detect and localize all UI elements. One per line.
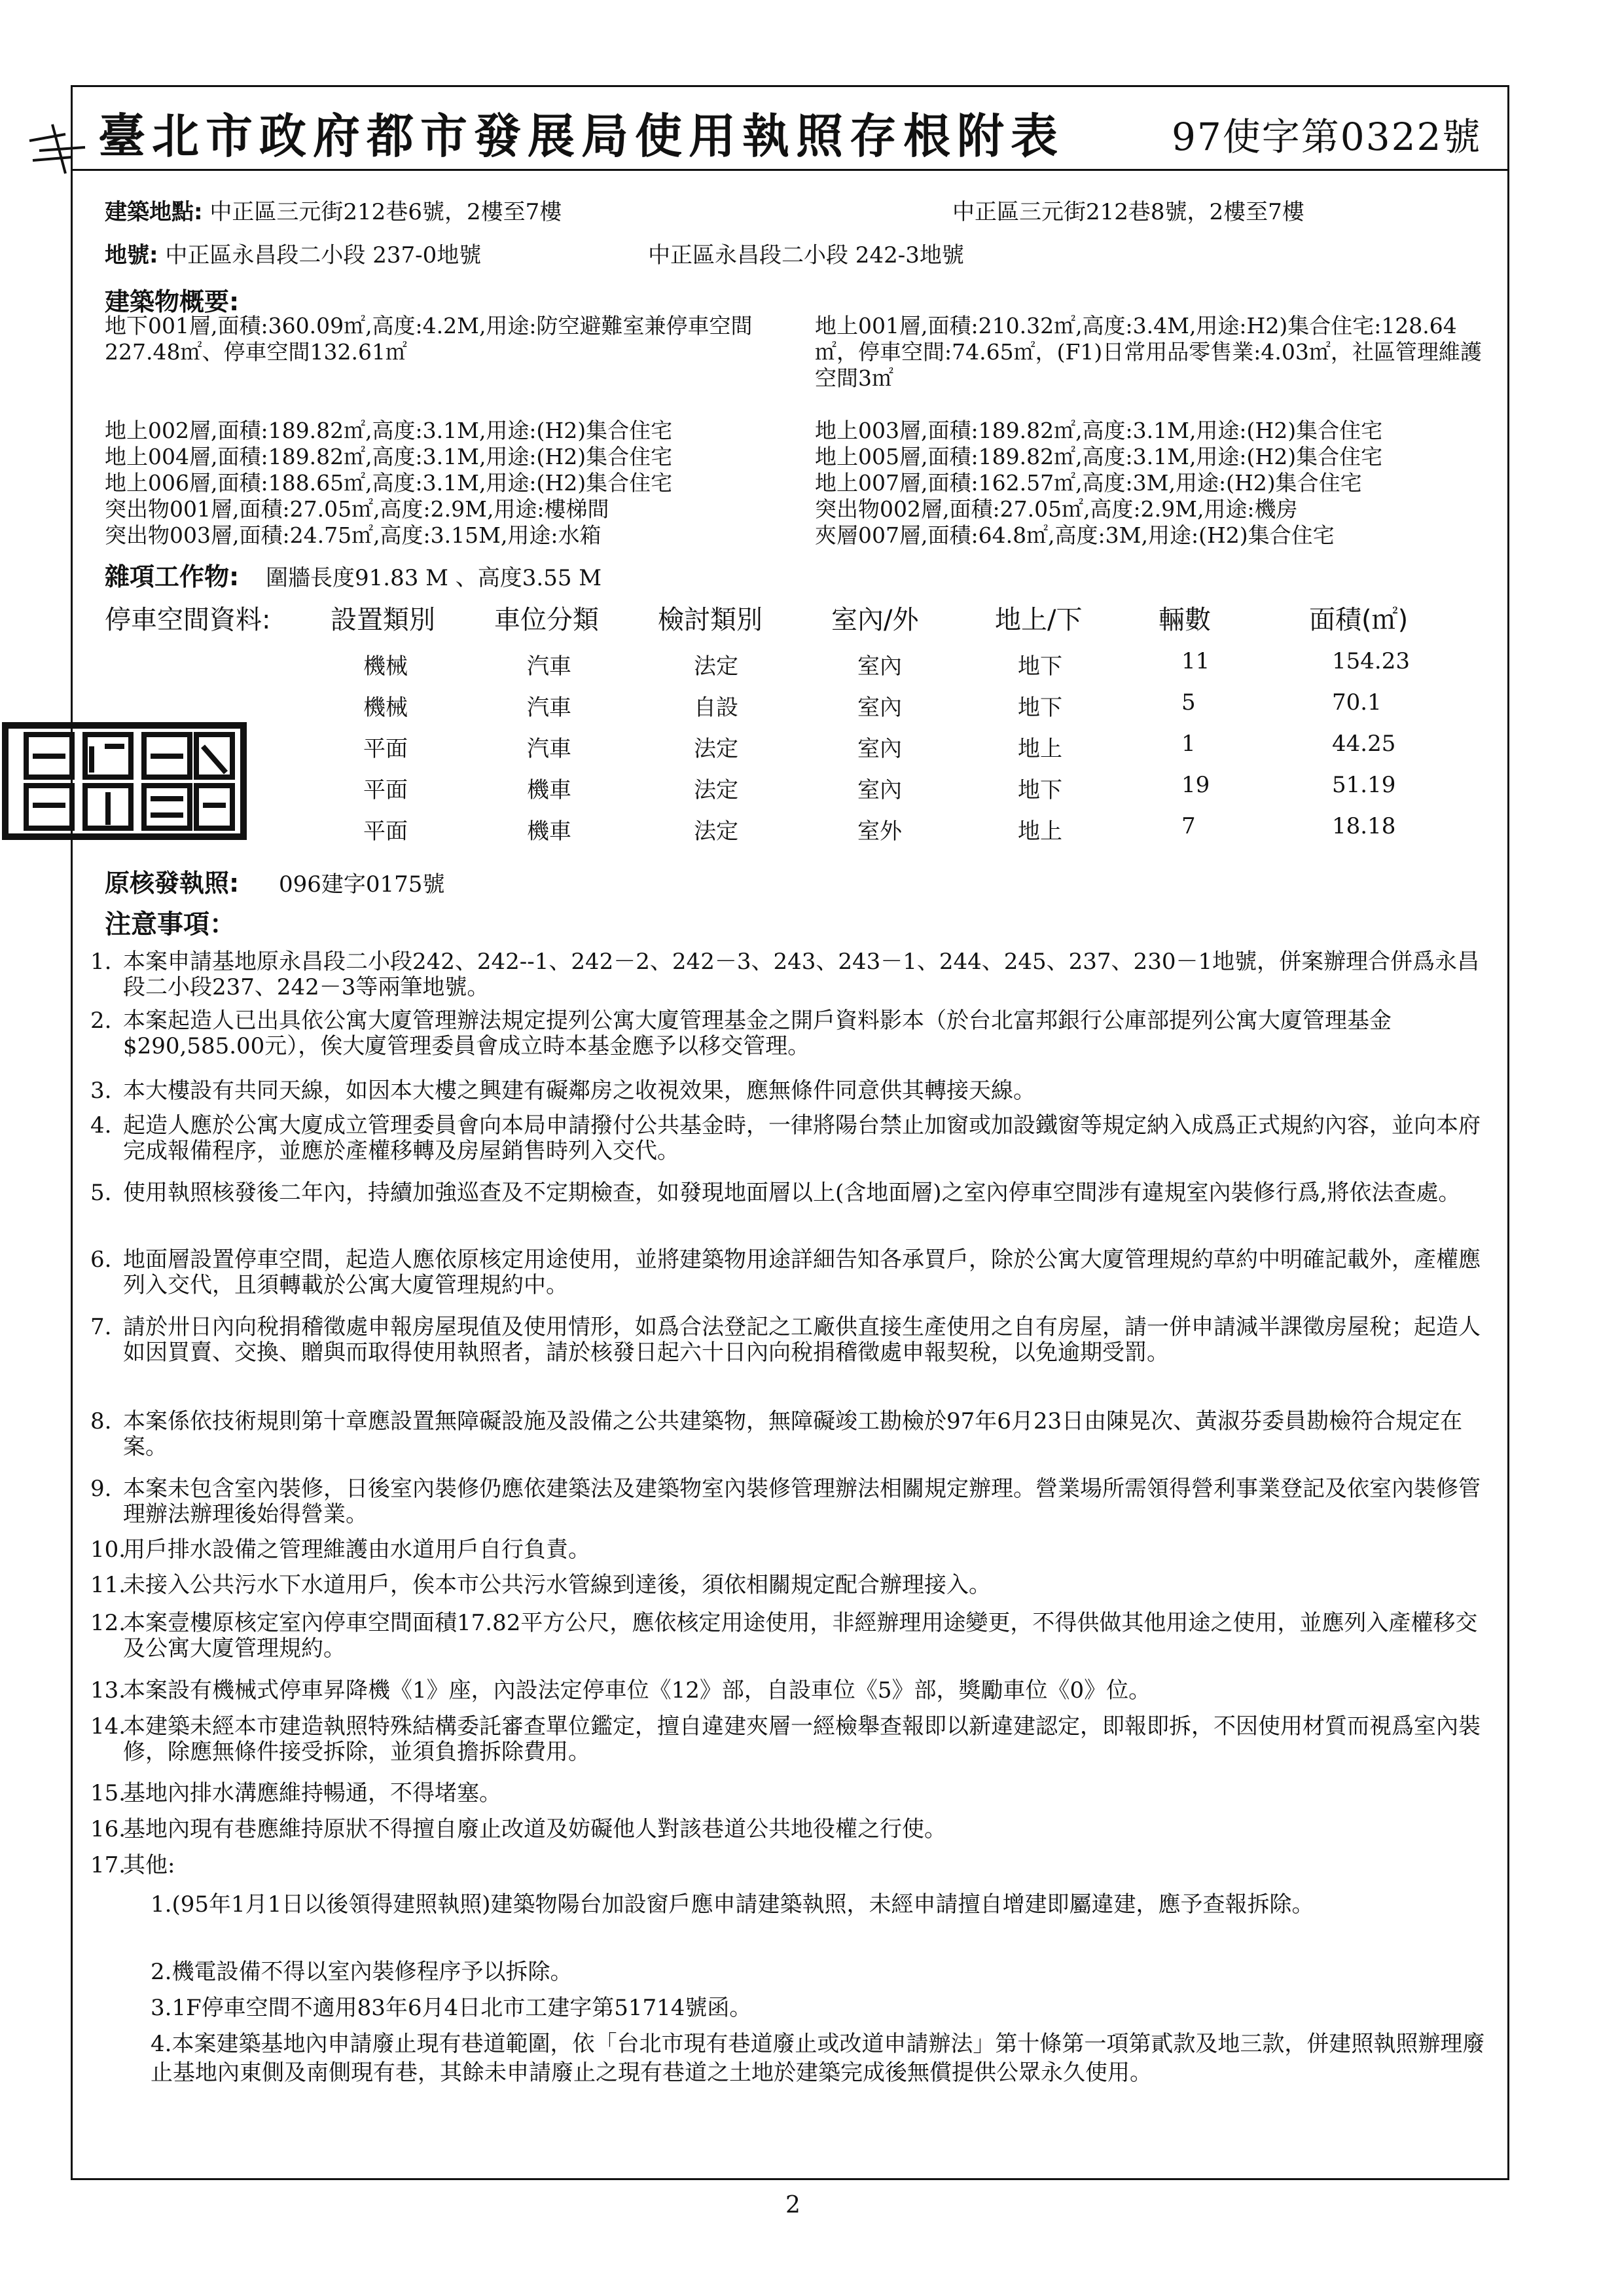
note-number: 15. (90, 1780, 126, 1806)
lot-2: 中正區永昌段二小段 242-3地號 (648, 242, 964, 268)
note-item (90, 1112, 1491, 1164)
note-item (90, 1537, 1491, 1563)
parking-cell: 平面 (363, 777, 408, 803)
parking-cell: 法定 (694, 777, 738, 803)
floor-right-0: 地上003層,面積:189.82㎡,高度:3.1M,用途:(H2)集合住宅 (815, 418, 1383, 443)
note-text: 本案未包含室內裝修，日後室內裝修仍應依建築法及建築物室內裝修管理辦法相關規定辦理。營業場所需領得營利事業登記及依室內裝修管理辦法辦理後始得營業。 (123, 1476, 1481, 1527)
parking-cell: 平面 (363, 818, 408, 845)
note-text: 基地內現有巷應維持原狀不得擅自廢止改道及妨礙他人對該巷道公共地役權之行使。 (123, 1816, 946, 1842)
misc-value: 圍牆長度91.83 M 、高度3.55 M (266, 565, 602, 591)
parking-cell: 11 (1181, 648, 1210, 674)
sub-note-item: 2.機電設備不得以室內裝修程序予以拆除。 (151, 1959, 573, 1985)
note-number: 13. (90, 1677, 126, 1704)
parking-cell: 地下 (1018, 695, 1062, 721)
parking-header-6: 面積(㎡) (1309, 605, 1409, 635)
note-number: 9. (90, 1476, 112, 1502)
note-text: 其他: (123, 1852, 175, 1878)
header-divider (71, 169, 1509, 171)
floor-left-4: 突出物003層,面積:24.75㎡,高度:3.15M,用途:水箱 (105, 522, 602, 548)
parking-cell: 室內 (857, 653, 902, 680)
sub-note-item: 1.(95年1月1日以後領得建照執照)建築物陽台加設窗戶應申請建築執照，未經申請擅自增建即屬違建，應予查報拆除。 (151, 1891, 1314, 1918)
parking-header-5: 輛數 (1159, 605, 1211, 635)
parking-cell: 7 (1181, 813, 1196, 839)
floor-left-3: 突出物001層,面積:27.05㎡,高度:2.9M,用途:樓梯間 (105, 496, 609, 522)
parking-cell: 機車 (527, 777, 571, 803)
parking-cell: 汽車 (527, 653, 571, 680)
note-item (90, 949, 1491, 1000)
parking-cell: 室外 (857, 818, 902, 845)
parking-cell: 44.25 (1332, 731, 1396, 757)
floor-left-1: 地上004層,面積:189.82㎡,高度:3.1M,用途:(H2)集合住宅 (105, 444, 673, 469)
note-number: 14. (90, 1713, 126, 1740)
note-text: 本案起造人已出具依公寓大廈管理辦法規定提列公寓大廈管理基金之開戶資料影本（於台北富邦銀行公庫部提列公寓大廈管理基金$290,585.00元），俟大廈管理委員會成立時本基金應予以移交管理。 (123, 1008, 1392, 1059)
note-number: 5. (90, 1180, 112, 1206)
parking-header-3: 室內/外 (831, 605, 919, 635)
parking-header-4: 地上/下 (995, 605, 1083, 635)
parking-cell: 地上 (1018, 736, 1062, 762)
note-item (90, 1816, 1491, 1842)
note-item (90, 1408, 1491, 1460)
note-text: 本案係依技術規則第十章應設置無障礙設施及設備之公共建築物，無障礙竣工勘檢於97年6月23日由陳晃次、黃淑芬委員勘檢符合規定在案。 (123, 1408, 1463, 1460)
floor-right-1: 地上005層,面積:189.82㎡,高度:3.1M,用途:(H2)集合住宅 (815, 444, 1383, 469)
misc-label: 雜項工作物: (105, 562, 240, 591)
parking-label: 停車空間資料: (105, 605, 271, 635)
note-item (90, 1677, 1491, 1704)
parking-cell: 19 (1181, 772, 1210, 798)
basement-floor: 地下001層,面積:360.09㎡,高度:4.2M,用途:防空避難室兼停車空間227.48㎡、停車空間132.61㎡ (105, 313, 753, 365)
note-item (90, 1852, 1491, 1878)
note-number: 16. (90, 1816, 126, 1842)
note-item (90, 1008, 1491, 1059)
parking-cell: 汽車 (527, 695, 571, 721)
parking-header-1: 車位分類 (494, 605, 599, 635)
parking-cell: 法定 (694, 736, 738, 762)
original-label: 原核發執照: (105, 869, 240, 898)
ground-floor: 地上001層,面積:210.32㎡,高度:3.4M,用途:H2)集合住宅:128.64㎡，停車空間:74.65㎡，(F1)日常用品零售業:4.03㎡，社區管理維護空間3㎡ (815, 313, 1482, 391)
note-text: 用戶排水設備之管理維護由水道用戶自行負責。 (123, 1537, 590, 1563)
parking-cell: 平面 (363, 736, 408, 762)
note-text: 基地內排水溝應維持暢通，不得堵塞。 (123, 1780, 501, 1806)
notes-label: 注意事項： (105, 909, 236, 939)
note-text: 請於卅日內向稅捐稽徵處申報房屋現值及使用情形，如爲合法登記之工廠供直接生產使用之自有房屋，請一併申請減半課徵房屋稅；起造人如因買賣、交換、贈與而取得使用執照者，請於核發日起六十日內向稅捐稽徵處申報契稅，以免逾期受罰。 (123, 1314, 1481, 1366)
sub-note-item: 3.1F停車空間不適用83年6月4日北市工建字第51714號函。 (151, 1995, 752, 2021)
parking-cell: 地上 (1018, 818, 1062, 845)
note-text: 本大樓設有共同天線，如因本大樓之興建有礙鄰房之收視效果，應無條件同意供其轉接天線。 (123, 1078, 1035, 1104)
note-item (90, 1247, 1491, 1298)
note-text: 使用執照核發後二年內，持續加強巡查及不定期檢查，如發現地面層以上(含地面層)之室內停車空間涉有違規室內裝修行爲,將依法查處。 (123, 1180, 1461, 1206)
note-number: 12. (90, 1610, 126, 1636)
parking-cell: 地下 (1018, 653, 1062, 680)
note-item (90, 1314, 1491, 1366)
official-seal-icon (0, 720, 249, 841)
note-item (90, 1476, 1491, 1527)
page-number: 2 (785, 2192, 800, 2219)
page-title: 臺北市政府都市發展局使用執照存根附表 (98, 108, 1065, 164)
note-number: 4. (90, 1112, 112, 1139)
note-item (90, 1610, 1491, 1662)
parking-header-2: 檢討類別 (658, 605, 763, 635)
original-value: 096建字0175號 (279, 871, 445, 898)
permit-number: 97使字第0322號 (1172, 115, 1482, 159)
parking-cell: 室內 (857, 777, 902, 803)
note-text: 本建築未經本市建造執照特殊結構委託審查單位鑑定，擅自違建夾層一經檢舉查報即以新違建認定，即報即拆，不因使用材質而視爲室內裝修，除應無條件接受拆除，並須負擔拆除費用。 (123, 1713, 1481, 1765)
note-number: 11. (90, 1572, 126, 1598)
note-number: 17. (90, 1852, 126, 1878)
lot-1: 中正區永昌段二小段 237-0地號 (165, 242, 482, 268)
corner-mark-icon (26, 121, 98, 177)
floor-left-0: 地上002層,面積:189.82㎡,高度:3.1M,用途:(H2)集合住宅 (105, 418, 673, 443)
parking-cell: 機械 (363, 695, 408, 721)
parking-cell: 室內 (857, 736, 902, 762)
note-item (90, 1713, 1491, 1765)
note-text: 地面層設置停車空間，起造人應依原核定用途使用，並將建築物用途詳細告知各承買戶，除於公寓大廈管理規約草約中明確記載外，產權應列入交代，且須轉載於公寓大廈管理規約中。 (123, 1247, 1481, 1298)
parking-cell: 機械 (363, 653, 408, 680)
note-number: 7. (90, 1314, 112, 1340)
sub-note-item: 4.本案建築基地內申請廢止現有巷道範圍，依「台北市現有巷道廢止或改道申請辦法」第十條第一項第貳款及地三款，併建照執照辦理廢止基地內東側及南側現有巷，其餘未申請廢止之現有巷道之土地於建築完成後無償提供公眾永久使用。 (151, 2031, 1485, 2086)
address-1: 中正區三元街212巷6號，2樓至7樓 (209, 199, 562, 225)
floor-left-2: 地上006層,面積:188.65㎡,高度:3.1M,用途:(H2)集合住宅 (105, 470, 673, 496)
parking-cell: 室內 (857, 695, 902, 721)
floor-right-3: 突出物002層,面積:27.05㎡,高度:2.9M,用途:機房 (815, 496, 1298, 522)
parking-cell: 70.1 (1332, 689, 1382, 716)
note-number: 3. (90, 1078, 112, 1104)
note-item (90, 1078, 1491, 1104)
parking-cell: 法定 (694, 653, 738, 680)
note-number: 10. (90, 1537, 126, 1563)
note-text: 未接入公共污水下水道用戶，俟本市公共污水管線到達後，須依相關規定配合辦理接入。 (123, 1572, 991, 1598)
parking-cell: 機車 (527, 818, 571, 845)
note-text: 本案設有機械式停車昇降機《1》座，內設法定停車位《12》部，自設車位《5》部，獎勵車位《0》位。 (123, 1677, 1151, 1704)
floor-right-2: 地上007層,面積:162.57㎡,高度:3M,用途:(H2)集合住宅 (815, 470, 1362, 496)
note-item (90, 1180, 1491, 1206)
parking-header-0: 設置類別 (331, 605, 435, 635)
parking-cell: 18.18 (1332, 813, 1396, 839)
address-label: 建築地點 (105, 199, 194, 225)
note-item (90, 1780, 1491, 1806)
lot-label: 地號 (105, 242, 149, 268)
note-number: 8. (90, 1408, 112, 1434)
note-number: 1. (90, 949, 112, 975)
note-text: 本案壹樓原核定室內停車空間面積17.82平方公尺，應依核定用途使用，非經辦理用途變更，不得供做其他用途之使用，並應列入產權移交及公寓大廈管理規約。 (123, 1610, 1478, 1662)
parking-cell: 5 (1181, 689, 1196, 716)
note-number: 2. (90, 1008, 112, 1034)
overview-label: 建築物概要 (105, 287, 230, 316)
note-item (90, 1572, 1491, 1598)
parking-cell: 地下 (1018, 777, 1062, 803)
note-text: 起造人應於公寓大廈成立管理委員會向本局申請撥付公共基金時，一律將陽台禁止加窗或加設鐵窗等規定納入成爲正式規約內容，並向本府完成報備程序，並應於產權移轉及房屋銷售時列入交代。 (123, 1112, 1481, 1164)
note-number: 6. (90, 1247, 112, 1273)
floor-right-4: 夾層007層,面積:64.8㎡,高度:3M,用途:(H2)集合住宅 (815, 522, 1335, 548)
note-text: 本案申請基地原永昌段二小段242、242--1、242－2、242－3、243、243－1、244、245、237、230－1地號，併案辦理合併爲永昌段二小段237、242－3等兩筆地號。 (123, 949, 1480, 1000)
address-2: 中正區三元街212巷8號，2樓至7樓 (952, 199, 1304, 225)
parking-cell: 51.19 (1332, 772, 1396, 798)
parking-cell: 自設 (694, 695, 738, 721)
parking-cell: 1 (1181, 731, 1196, 757)
parking-cell: 汽車 (527, 736, 571, 762)
parking-cell: 法定 (694, 818, 738, 845)
parking-cell: 154.23 (1332, 648, 1410, 674)
